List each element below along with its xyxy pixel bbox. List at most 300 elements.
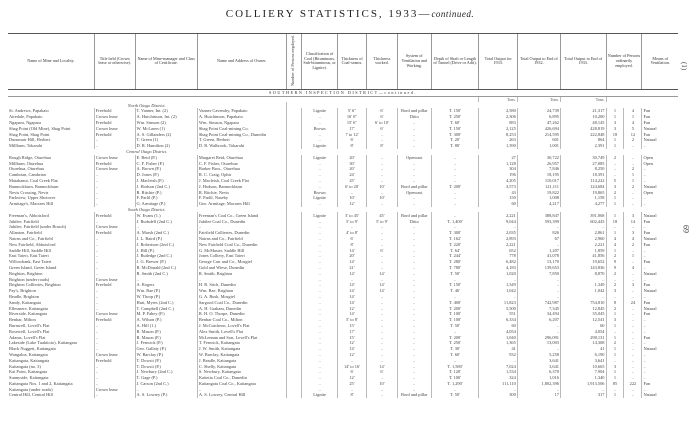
cell-output-1933: 6,334 [479,317,517,323]
cell-owner: S. Newbury, Kaitangata [197,369,286,375]
cell-tenure: .. [94,172,135,178]
cell-ventilation: .. [642,276,678,282]
cell-underground: 1 [606,346,624,352]
cell-output-total: 30,749 [560,155,606,161]
cell-output-total: 2,391 [560,143,606,149]
cell-above-ground: 1 [624,114,642,120]
cell-seam: 8' [338,392,367,398]
cell-seam: 17' [338,328,367,334]
cell-mine: Adams, Lovell's Flat [9,334,46,340]
cell-owner: C. F. Fisher, Oturehua [197,160,286,166]
cell-manager: J. Rutledge (2nd C.) [135,253,197,259]
cell-worked: .. [366,259,397,265]
cell-manager: J. Newbury (2nd C.) [135,369,197,375]
cell-system: .. [398,270,432,276]
cell-owner: Kaitetia Coal Co., Dunedin [197,375,286,381]
cell-underground: 3 [606,184,624,190]
cell-system: .. [398,305,432,311]
cell-seam: 24' [338,172,367,178]
cell-output-1933: 1,040 [479,334,517,340]
cell-output-total: 1,340 [560,375,606,381]
cell-underground: 2 [606,189,624,195]
cell-worked: .. [366,346,397,352]
cell-mine: Millburn, Tokarahi [9,143,43,149]
cell-above-ground: .. [624,340,642,346]
cell-system: .. [398,143,432,149]
cell-tenure: Crown lease [94,276,135,282]
district-heading: Central Otago District. [126,149,168,155]
cell-output-1932: 3,641 [517,363,560,369]
cell-owner: .. [197,276,286,282]
cell-system: .. [398,247,432,253]
cell-underground: 9 [606,259,624,265]
cell-mine: Burnwell, Lovell's Flat [9,322,50,328]
cell-worked: 14' [366,363,397,369]
cell-output-total: 2,960 [560,236,606,242]
cell-ventilation: Natural [642,305,678,311]
cell-output-1933: 150 [479,195,517,201]
cell-tenure: Crown lease [94,155,135,161]
cell-manager: T. Dowsit (P.) [135,357,197,363]
cell-depth: T. 200' [431,334,479,340]
cell-ventilation: Natural [642,270,678,276]
cell-worked: 14' [366,270,397,276]
cell-output-total: 19,865 [560,189,606,195]
cell-output-total: 4,277 [560,201,606,207]
cell-seam: 15' [338,334,367,340]
cell-underground: 3 [606,120,624,126]
cell-output-1933: 304 [479,166,517,172]
cell-output-1932: 593,399 [517,218,560,224]
cell-tenure: .. [94,328,135,334]
cell-mine: New Fairfield, Abbotsford [9,241,56,247]
cell-worked: .. [366,172,397,178]
cell-classification: .. [302,328,338,334]
cell-depth: T. 1,400' [431,218,479,224]
cell-underground: 1 [606,195,624,201]
cell-underground: .. [606,328,624,334]
cell-underground: .. [606,276,624,282]
cell-depth: T. 250' [431,340,479,346]
cell-seam: .. [338,276,367,282]
cell-output-total: 1,042 [560,288,606,294]
cell-system: .. [398,201,432,207]
cell-underground: 2 [606,340,624,346]
cell-worked: .. [366,323,397,329]
cell-classification: .. [302,317,338,323]
col-output-previous: Total Output to End of 1932. [517,34,560,90]
cell-classification: .. [302,265,338,271]
col-depth: Depth of Shaft or Length of Tunnel (Drive or Adit). [431,34,479,90]
cell-output-1932: 13,003 [517,340,560,346]
cell-above-ground: .. [624,317,642,323]
cell-worked: 10' [366,195,397,201]
cell-output-total: .. [560,294,606,300]
cell-tenure: .. [94,305,135,311]
region-heading: SOUTHERN INSPECTION DISTRICT—continued. [8,89,678,96]
cell-classification: .. [302,236,338,242]
cell-owner: J. Macleish, Coal Creek Flat [197,178,286,184]
cell-depth: .. [431,155,479,161]
cell-output-1932: .. [517,323,560,329]
cell-above-ground: 2 [624,184,642,190]
cell-output-total: 14,368 [560,340,606,346]
cell-system: Ditto [398,218,432,224]
cell-system: .. [398,334,432,340]
cell-output-1932: 214,595 [517,131,560,137]
cell-system: Bord and pillar [398,212,432,218]
cell-ventilation: .. [642,386,678,392]
unit-tons-1: Tons. [479,96,517,102]
cell-system: .. [398,230,432,236]
cell-manager: D. R. Hamilton (2) [135,143,197,149]
cell-tenure: .. [94,265,135,271]
cell-depth: .. [431,172,479,178]
col-classification: Classification of Coal (Bituminous, Sub-bituminous, or Lignite). [302,34,338,90]
cell-output-total: .. [560,386,606,392]
cell-system: .. [398,369,432,375]
cell-tenure: .. [94,334,135,340]
cell-underground: 1 [606,323,624,329]
cell-classification: .. [302,282,338,288]
cell-output-1932: 67 [517,236,560,242]
cell-system: .. [398,323,432,329]
cell-output-total: 10,200 [560,114,606,120]
cell-output-total: 298,131 [560,334,606,340]
cell-manager: Geo. Gallaty (P.) [135,346,197,352]
cell-output-1933: 778 [479,253,517,259]
cell-tenure: .. [94,253,135,259]
cell-output-1932: 139,653 [517,265,560,271]
cell-classification: .. [302,363,338,369]
cell-seam: 14' to 16' [338,363,367,369]
cell-seam: 14' [338,288,367,294]
cell-seam: 20' [338,155,367,161]
cell-depth: T. 30' [431,346,479,352]
cell-owner: Wm. Simson, Ngapara [197,120,286,126]
cell-manager: A. S. Lowrey (P.) [135,392,197,398]
cell-output-1933: 1,534 [479,369,517,375]
cell-system: .. [398,352,432,358]
cell-underground: 1 [606,108,624,114]
cell-system: Bord and pillar [398,392,432,398]
cell-tenure: .. [94,189,135,195]
cell-owner: Kaitangata Coal Co., Kaitangata [197,381,286,387]
cell-tenure: .. [94,340,135,346]
cell-owner: Shag Point Coal-mining Co., Dunedin [197,131,286,137]
cell-seam: 15' 6" [338,120,367,126]
cell-worked: .. [366,224,397,230]
cell-tenure: .. [94,363,135,369]
cell-seam: 14' [338,299,367,305]
cell-output-1932: 826 [517,230,560,236]
cell-classification: .. [302,178,338,184]
cell-ventilation: Natural [642,212,678,218]
cell-tenure: Freehold [94,212,135,218]
cell-above-ground: .. [624,288,642,294]
cell-depth: T. 200' [431,184,479,190]
cell-classification: .. [302,369,338,375]
cell-classification: Lignite [302,155,338,161]
cell-seam: 14' [338,270,367,276]
cell-mine: Matakanui, Coal Creek Flat [9,178,58,183]
cell-system: .. [398,253,432,259]
cell-system: .. [398,340,432,346]
cell-output-total: .. [560,224,606,230]
cell-worked: .. [366,328,397,334]
cell-worked: .. [366,294,397,300]
cell-worked: .. [366,317,397,323]
cell-underground: 3 [606,317,624,323]
cell-output-1933: 2,893 [479,236,517,242]
cell-seam: 12' [338,340,367,346]
cell-ventilation: .. [642,195,678,201]
cell-underground: 4 [606,241,624,247]
cell-system: .. [398,160,432,166]
cell-system: .. [398,346,432,352]
cell-seam: 12' [338,201,367,207]
cell-manager: A. S. Gillanders (2) [135,131,197,137]
cell-worked: .. [366,236,397,242]
cell-ventilation: .. [642,294,678,300]
cell-depth: T. 300' [431,230,479,236]
cell-owner: G. A. Bush, Mosgiel [197,294,286,300]
cell-depth: T. 300' [431,131,479,137]
cell-ventilation: Natural [642,346,678,352]
cell-output-1932: 17 [517,392,560,398]
cell-above-ground: .. [624,270,642,276]
cell-ventilation: .. [642,265,678,271]
unit-tons-3: Tons. [560,96,606,102]
cell-mine: Brighton, Brighton [9,270,43,276]
cell-system: Ditto [398,114,432,120]
cell-manager: Hutt, Myres (2nd C.) [135,299,197,305]
cell-system: .. [398,241,432,247]
cell-above-ground: 1 [624,253,642,259]
cell-worked: .. [366,189,397,195]
cell-output-1933: 2,221 [479,241,517,247]
cell-output-total: 21,317 [560,108,606,114]
cell-manager: R. Ritchie (P.) [135,189,197,195]
cell-owner: Sargood Coal Co., Dunedin [197,299,286,305]
cell-above-ground: .. [624,276,642,282]
cell-worked: .. [366,166,397,172]
cell-output-total: 143,836 [560,265,606,271]
cell-mine: Kaitangata Nos. 1 and 2, Kaitangata [9,380,73,386]
cell-owner: Nairns and Co., Fairfield [197,236,286,242]
cell-mine: Saddle Hill, Saddle Hill [9,247,51,253]
cell-system: .. [398,195,432,201]
cell-underground: 1 [606,212,624,218]
cell-ventilation: Natural [642,392,678,398]
cell-underground: 1 [606,137,624,143]
cell-output-total: 12,845 [560,305,606,311]
col-owner: Name and Address of Owner. [197,34,286,90]
cell-system: .. [398,311,432,317]
cell-seam: 14' [338,282,367,288]
cell-output-1933: 883 [479,120,517,126]
cell-tenure: Crown lease [94,386,135,392]
cell-worked: .. [366,265,397,271]
cell-output-1933: .. [479,386,517,392]
cell-mine: Oturehua, Oturehua [9,166,44,172]
cell-ventilation: Fan [642,230,678,236]
cell-output-1932: .. [517,294,560,300]
cell-system: .. [398,224,432,230]
cell-above-ground: 5 [624,126,642,132]
cell-above-ground: 4 [624,108,642,114]
cell-mine: Cambrian, Cambrian [9,172,46,178]
cell-tenure: .. [94,294,135,300]
cell-seam: 14' [338,346,367,352]
page-number: 69 [682,225,691,233]
cell-ventilation: Fan [642,299,678,305]
cell-ventilation: Open [642,160,678,166]
cell-output-total: 1,913,506 [560,381,606,387]
cell-depth: .. [431,357,479,363]
cell-underground: 85 [606,381,624,387]
cell-classification: .. [302,218,338,224]
cell-manager: A. Marsh (2nd C.) [135,230,197,236]
cell-underground: 2 [606,282,624,288]
cell-worked: 6' [366,369,397,375]
cell-depth: T. 280' [431,259,479,265]
cell-system: Bord and pillar [398,184,432,190]
cell-mine: Nairns and Co., Fairfield [9,235,53,241]
cell-above-ground: 4 [624,236,642,242]
cell-classification: .. [302,340,338,346]
cell-worked: 8' [366,143,397,149]
cell-tenure: Freehold [94,230,135,236]
cell-ventilation: .. [642,143,678,149]
cell-mine: Rosewell, Lovell's Flat [9,328,50,334]
cell-output-1932: 4,217 [517,201,560,207]
cell-manager: R. Mason (P.) [135,328,197,334]
cell-classification: .. [302,201,338,207]
col-persons-ordinarily: Number of Persons ordinarily employed. [606,34,642,90]
cell-output-1933: 300 [479,392,517,398]
cell-tenure: Crown lease [94,311,135,317]
cell-mine: Central Hill, Central Hill [9,392,53,398]
cell-depth: T. 100' [431,317,479,323]
cell-classification: .. [302,230,338,236]
cell-owner: New Fairfield Coal Co., Dunedin [197,241,286,247]
cell-output-1933: 111,110 [479,381,517,387]
cell-above-ground: .. [624,334,642,340]
cell-seam: 14' [338,294,367,300]
cell-above-ground: 2 [624,241,642,247]
cell-output-1933: 1,020 [479,270,517,276]
cell-above-ground: .. [624,352,642,358]
cell-depth: T. 50' [431,270,479,276]
cell-owner: Alex Smith, Lovell's Flat [197,328,286,334]
cell-output-total: 864 [560,137,606,143]
cell-classification: .. [302,276,338,282]
cell-mine: Kaitangata (no. 3) [9,363,41,369]
cell-above-ground: 3 [624,212,642,218]
cell-output-total: 2,221 [560,241,606,247]
cell-output-total: 48,145 [560,120,606,126]
cell-underground: 18 [606,218,624,224]
cell-worked: 6' [366,247,397,253]
cell-output-total: 6,190 [560,352,606,358]
cell-tenure: .. [94,259,135,265]
cell-output-1932: .. [517,288,560,294]
cell-output-1933: 9,044 [479,218,517,224]
cell-mine: St. Andrews, Papakaio [9,108,49,114]
cell-above-ground: 2 [624,166,642,172]
cell-output-1933: 41 [479,346,517,352]
cell-seam: 20' [338,166,367,172]
cell-tenure: .. [94,270,135,276]
cell-output-1932: 1,016 [517,375,560,381]
cell-tenure: .. [94,381,135,387]
cell-tenure: .. [94,143,135,149]
cell-seam: 8' [338,241,367,247]
cell-above-ground: 1 [624,178,642,184]
cell-manager: J. Fenwick (P.) [135,340,197,346]
cell-system: .. [398,126,432,132]
cell-underground: 18 [606,131,624,137]
cell-owner: McLennan and Son, Lovell's Flat [197,334,286,340]
cell-depth: T. 200' [431,305,479,311]
cell-output-1932: 601 [517,137,560,143]
cell-underground: 1 [606,230,624,236]
cell-manager: R. Smith (2nd C.) [135,270,197,276]
cell-depth: .. [431,328,479,334]
cell-mine: Willowbank, East Taieri [9,259,52,265]
cell-output-1932: 388,847 [517,212,560,218]
cell-above-ground: 12 [624,131,642,137]
col-manager: Name of Mine-manager and Class of Certificate. [135,34,197,90]
cell-above-ground: 4 [624,120,642,126]
cell-classification: .. [302,184,338,190]
cell-ventilation: .. [642,357,678,363]
cell-worked: .. [366,253,397,259]
colliery-statistics-table [8,33,678,398]
cell-above-ground: 3 [624,230,642,236]
cell-output-total: 222,848 [560,131,606,137]
cell-classification: .. [302,323,338,329]
cell-output-total: 1,349 [560,282,606,288]
cell-classification: .. [302,299,338,305]
cell-pad [286,392,302,398]
title-text: COLLIERY STATISTICS, 1933 [225,8,419,20]
cell-tenure: Freehold [94,108,135,114]
cell-ventilation: .. [642,369,678,375]
cell-seam: 25' [338,381,367,387]
cell-ventilation: Fan [642,114,678,120]
cell-owner: Freeman's Coal Co., Green Island [197,212,286,218]
cell-depth: .. [431,224,479,230]
cell-system: .. [398,265,432,271]
cell-underground: .. [606,294,624,300]
cell-system: .. [398,259,432,265]
cell-ventilation: .. [642,253,678,259]
cell-tenure: .. [94,137,135,143]
cell-manager: A. Brown (P.) [135,166,197,172]
cell-ventilation: Fan [642,241,678,247]
cell-system: .. [398,236,432,242]
cell-system: .. [398,120,432,126]
cell-owner: T. Fenwick, Kaitangata [197,340,286,346]
cell-owner: T. Green, Herbert [197,137,286,143]
cell-classification: .. [302,259,338,265]
cell-depth: T. 50' [431,392,479,398]
cell-above-ground: .. [624,328,642,334]
cell-output-1932: 1,008 [517,195,560,201]
cell-mine: Armitage's, Macraes Hill [9,201,54,207]
